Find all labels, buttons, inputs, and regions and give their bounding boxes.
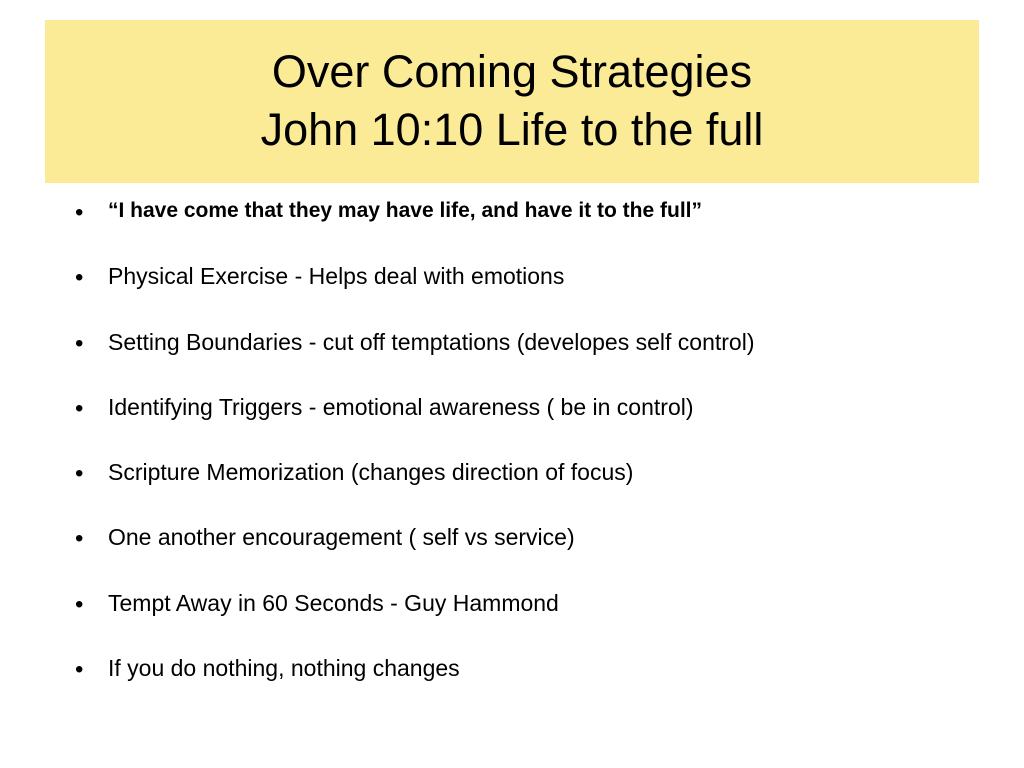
bullet-text: “I have come that they may have life, and have it to the full” [108, 199, 702, 222]
bullet-point-icon: • [75, 525, 84, 552]
bullet-point-icon: • [75, 591, 84, 618]
slide-title-line-2: John 10:10 Life to the full [260, 104, 764, 155]
bullet-item [0, 455, 1024, 489]
bullet-point-icon: • [75, 656, 84, 683]
bullet-item [0, 651, 1024, 685]
bullet-item [0, 259, 1024, 293]
bullet-text: Setting Boundaries - cut off temptations (developes self control) [108, 329, 755, 355]
bullet-text: Identifying Triggers - emotional awareness ( be in control) [108, 394, 694, 420]
bullet-text: Scripture Memorization (changes direction of focus) [108, 459, 634, 485]
bullet-text: If you do nothing, nothing changes [108, 655, 460, 681]
bullet-text: Physical Exercise - Helps deal with emotions [108, 263, 565, 289]
bullet-item [0, 586, 1024, 620]
bullet-text: One another encouragement ( self vs service) [108, 524, 575, 550]
bullet-item [0, 325, 1024, 359]
bullet-point-icon: • [75, 330, 84, 357]
bullet-point-icon: • [75, 199, 84, 226]
bullet-point-icon: • [75, 395, 84, 422]
bullet-item [0, 390, 1024, 424]
bullet-point-icon: • [75, 264, 84, 291]
bullet-item [0, 520, 1024, 554]
bullet-text: Tempt Away in 60 Seconds - Guy Hammond [108, 590, 559, 616]
bullet-point-icon: • [75, 460, 84, 487]
bullet-item [0, 194, 1024, 228]
slide-title-line-1: Over Coming Strategies [271, 46, 753, 97]
